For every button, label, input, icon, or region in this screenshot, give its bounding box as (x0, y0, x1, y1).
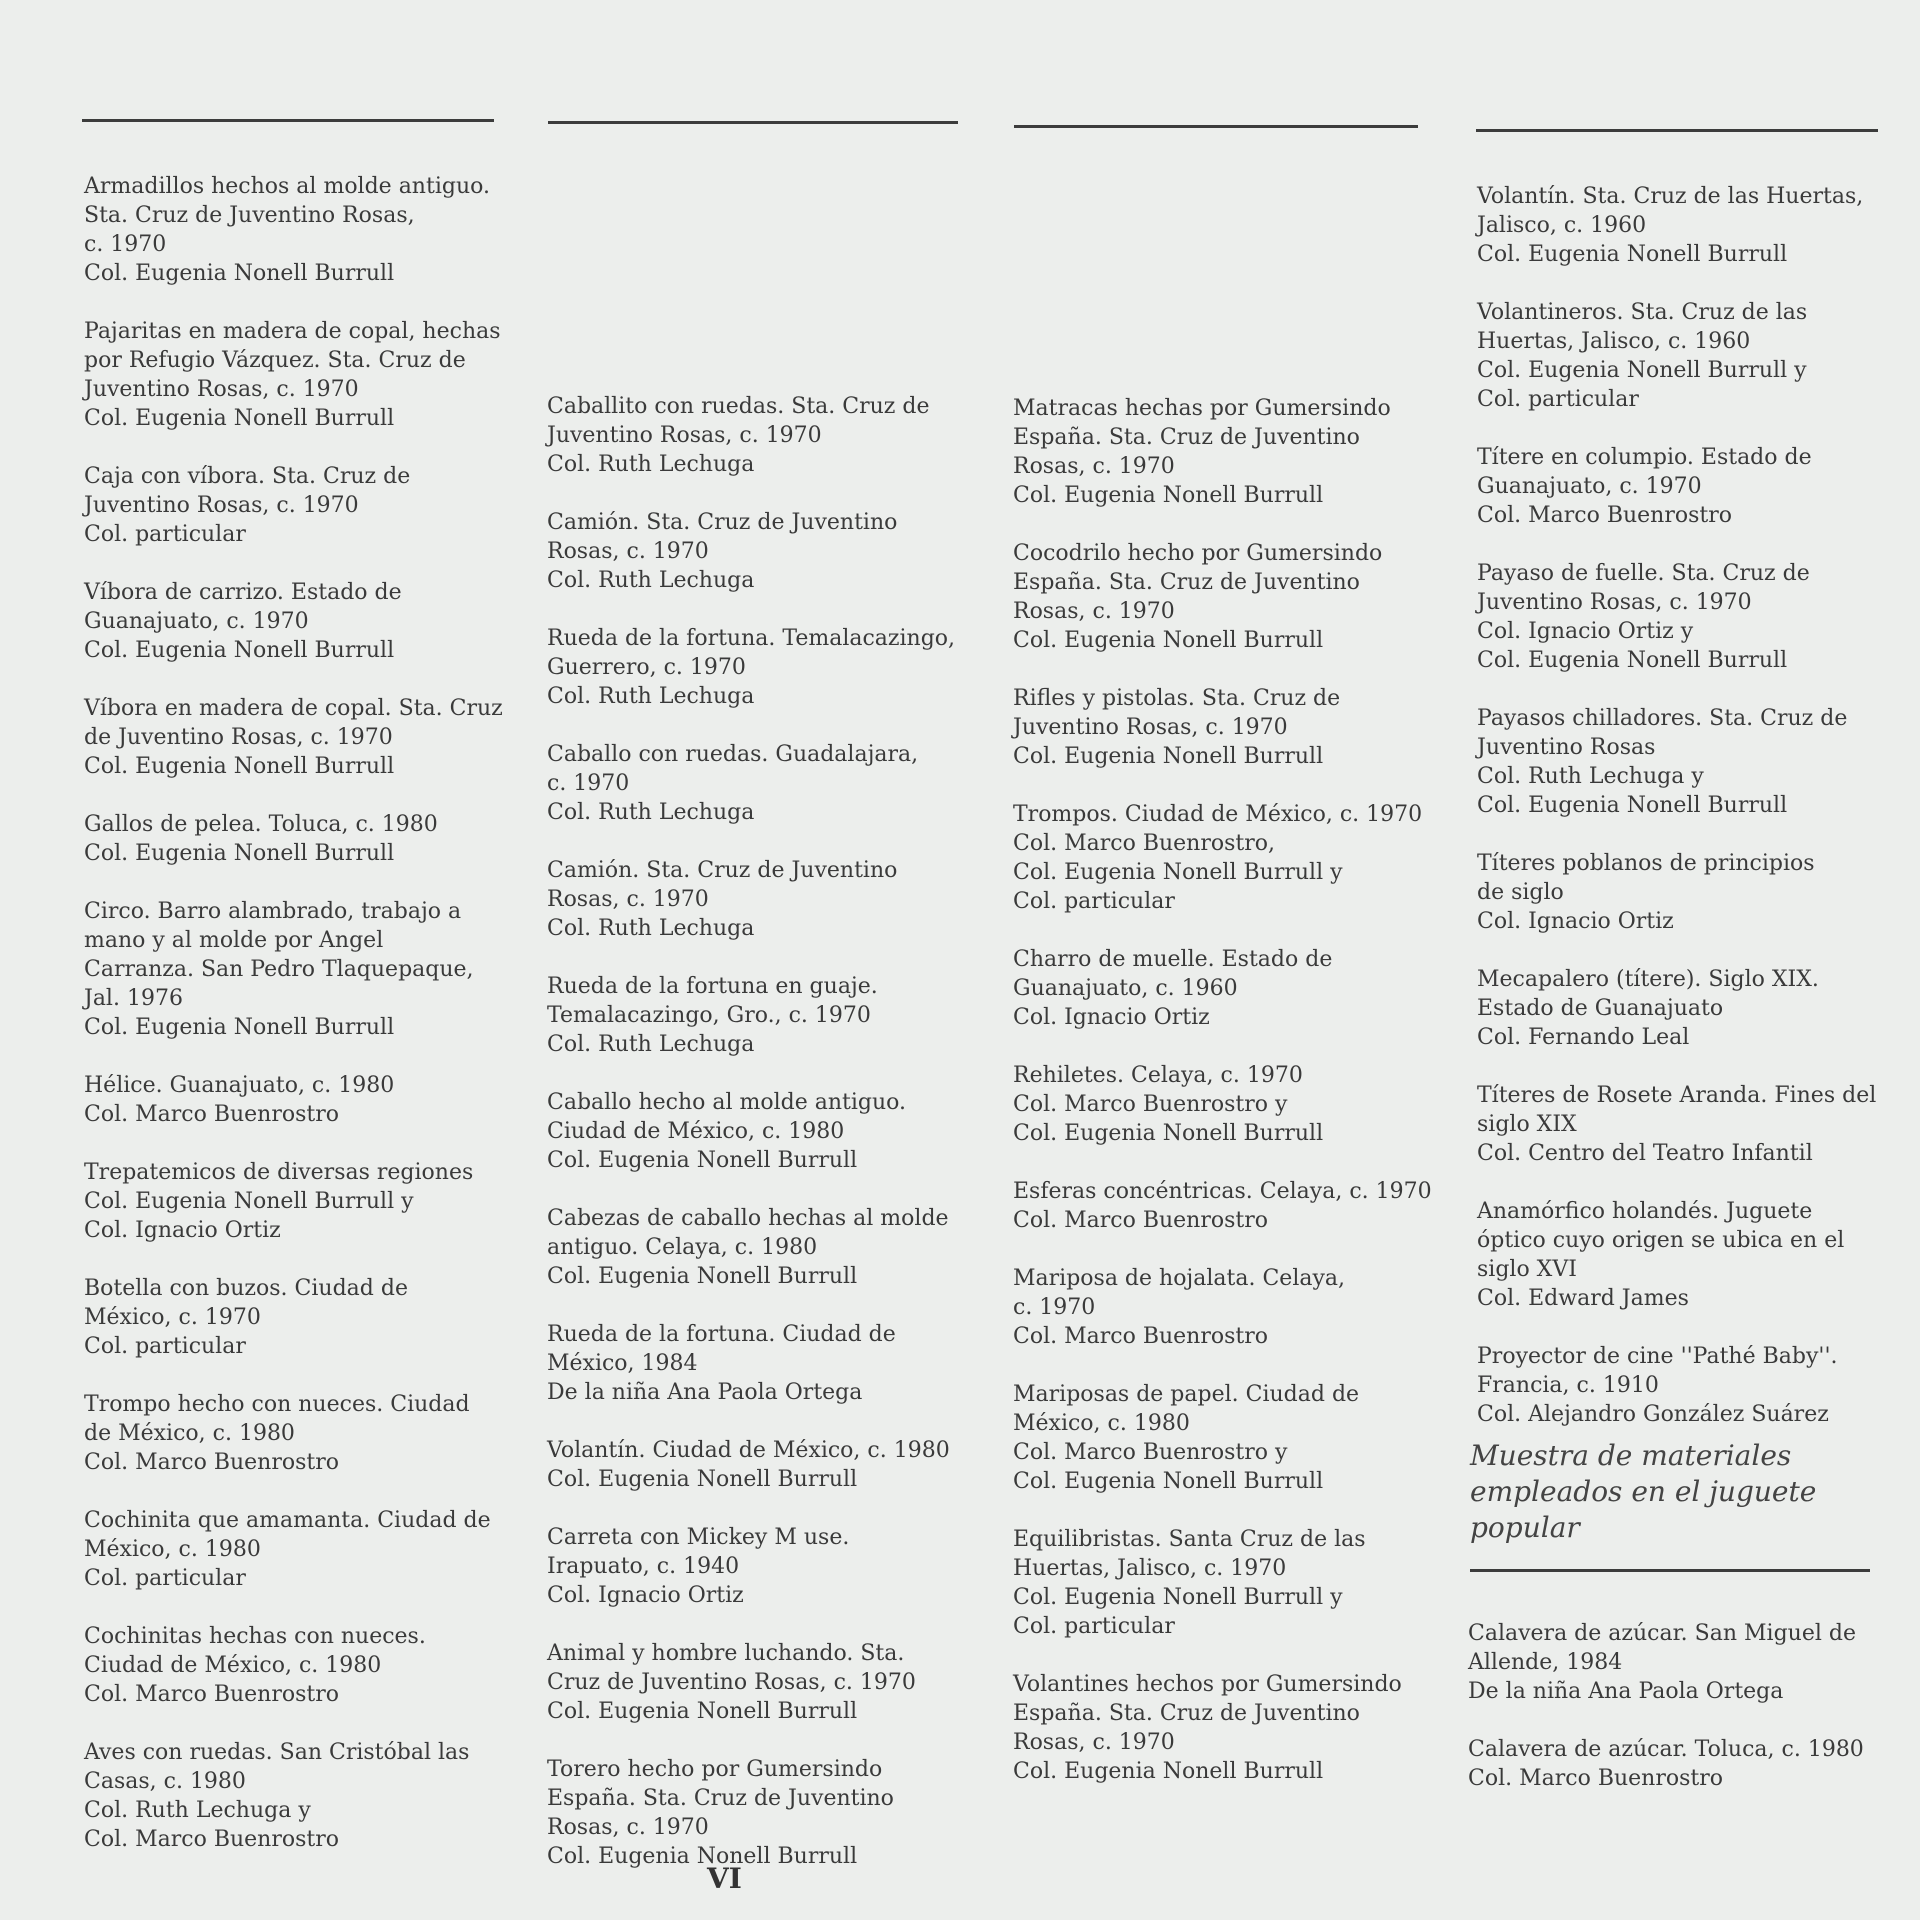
entry-line: Col. Marco Buenrostro (1013, 1324, 1268, 1349)
catalog-entry (1477, 298, 1917, 414)
entry-line: Volantineros. Sta. Cruz de las (1477, 300, 1808, 325)
entry-line: Guanajuato, c. 1970 (84, 609, 309, 634)
entry-line: Col. Eugenia Nonell Burrull y (1013, 860, 1343, 885)
catalog-entry (1013, 800, 1453, 916)
catalog-entry (84, 462, 524, 549)
entry-line: Col. Eugenia Nonell Burrull (1013, 1469, 1324, 1494)
entry-line: Allende, 1984 (1468, 1650, 1623, 1675)
entry-line: Huertas, Jalisco, c. 1960 (1477, 329, 1751, 354)
entry-line: Ciudad de México, c. 1980 (84, 1653, 382, 1678)
entry-line: Animal y hombre luchando. Sta. (547, 1641, 905, 1666)
entry-line: Estado de Guanajuato (1477, 996, 1724, 1021)
entry-line: Mariposa de hojalata. Celaya, (1013, 1266, 1346, 1291)
entry-line: Col. Edward James (1477, 1286, 1689, 1311)
entry-line: Col. Ignacio Ortiz (84, 1218, 281, 1243)
catalog-entry (547, 1639, 987, 1726)
entry-line: Cochinita que amamanta. Ciudad de (84, 1508, 491, 1533)
entry-line: Víbora en madera de copal. Sta. Cruz (84, 696, 503, 721)
entry-line: Col. Marco Buenrostro (84, 1450, 339, 1475)
catalog-entry (547, 972, 987, 1059)
entry-line: Col. Ignacio Ortiz (1013, 1005, 1210, 1030)
entry-line: Col. Ruth Lechuga (547, 684, 755, 709)
entry-line: Carranza. San Pedro Tlaquepaque, (84, 957, 474, 982)
catalog-entry (84, 1738, 524, 1854)
entry-line: siglo XVI (1477, 1257, 1577, 1282)
catalog-entry (84, 897, 524, 1042)
entry-line: Caballito con ruedas. Sta. Cruz de (547, 394, 930, 419)
catalog-entry (547, 1320, 987, 1407)
entry-line: Rosas, c. 1970 (1013, 599, 1175, 624)
heading-line: empleados en el juguete (1470, 1475, 1817, 1508)
catalog-entry (547, 1088, 987, 1175)
entry-line: España. Sta. Cruz de Juventino (1013, 570, 1360, 595)
entry-line: Matracas hechas por Gumersindo (1013, 396, 1391, 421)
entry-line: Rueda de la fortuna en guaje. (547, 974, 878, 999)
entry-line: España. Sta. Cruz de Juventino (1013, 425, 1360, 450)
heading-line: Muestra de materiales (1470, 1439, 1792, 1472)
column-2-rule (548, 121, 958, 124)
entry-line: Payaso de fuelle. Sta. Cruz de (1477, 561, 1810, 586)
catalog-entry (84, 1274, 524, 1361)
entry-line: Volantín. Sta. Cruz de las Huertas, (1477, 184, 1864, 209)
entry-line: Camión. Sta. Cruz de Juventino (547, 510, 898, 535)
entry-line: Col. Ruth Lechuga (547, 916, 755, 941)
entry-line: Col. Ruth Lechuga (547, 568, 755, 593)
entry-line: Col. Eugenia Nonell Burrull y (1477, 358, 1807, 383)
entry-line: Juventino Rosas (1477, 735, 1656, 760)
entry-line: Col. Eugenia Nonell Burrull (1013, 628, 1324, 653)
entry-line: Col. particular (84, 522, 246, 547)
heading-line: popular (1470, 1511, 1580, 1544)
column-4-rule (1476, 129, 1878, 132)
catalog-entry (1013, 394, 1453, 510)
catalog-entry (1468, 1619, 1908, 1706)
entry-line: Volantín. Ciudad de México, c. 1980 (547, 1438, 950, 1463)
entry-line: Trompos. Ciudad de México, c. 1970 (1013, 802, 1423, 827)
catalog-entry (84, 810, 524, 868)
entry-line: Col. Eugenia Nonell Burrull (1477, 242, 1788, 267)
entry-line: Col. Eugenia Nonell Burrull (547, 1699, 858, 1724)
catalog-entry (1013, 1670, 1453, 1786)
entry-line: Esferas concéntricas. Celaya, c. 1970 (1013, 1179, 1432, 1204)
catalog-entry (84, 317, 524, 433)
entry-line: Rosas, c. 1970 (547, 539, 709, 564)
entry-line: Col. Ignacio Ortiz (547, 1583, 744, 1608)
catalog-entry (1477, 559, 1917, 675)
entry-line: Casas, c. 1980 (84, 1769, 246, 1794)
entry-line: Col. Eugenia Nonell Burrull (84, 406, 395, 431)
entry-line: Armadillos hechos al molde antiguo. (84, 174, 490, 199)
entry-line: Col. particular (84, 1334, 246, 1359)
entry-line: Col. Eugenia Nonell Burrull y (1013, 1585, 1343, 1610)
entry-line: Payasos chilladores. Sta. Cruz de (1477, 706, 1848, 731)
catalog-entry (84, 1390, 524, 1477)
entry-line: Col. Eugenia Nonell Burrull (1013, 744, 1324, 769)
entry-line: México, c. 1980 (84, 1537, 261, 1562)
entry-line: Col. Marco Buenrostro y (1013, 1440, 1288, 1465)
entry-line: Irapuato, c. 1940 (547, 1554, 740, 1579)
entry-line: Juventino Rosas, c. 1970 (84, 377, 359, 402)
entry-line: Jalisco, c. 1960 (1477, 213, 1647, 238)
entry-line: Col. Marco Buenrostro (1468, 1766, 1723, 1791)
entry-line: Pajaritas en madera de copal, hechas (84, 319, 501, 344)
catalog-entry (1013, 539, 1453, 655)
entry-line: Juventino Rosas, c. 1970 (1013, 715, 1288, 740)
section-heading (1470, 1438, 1816, 1546)
entry-line: Col. Ruth Lechuga (547, 452, 755, 477)
entry-line: Cocodrilo hecho por Gumersindo (1013, 541, 1383, 566)
entry-line: Trompo hecho con nueces. Ciudad (84, 1392, 470, 1417)
entry-line: Juventino Rosas, c. 1970 (84, 493, 359, 518)
entry-line: Col. Eugenia Nonell Burrull (547, 1148, 858, 1173)
entry-line: Col. Centro del Teatro Infantil (1477, 1141, 1813, 1166)
column-4-section (1468, 1619, 1908, 1793)
entry-line: Francia, c. 1910 (1477, 1373, 1659, 1398)
catalog-entry (1477, 849, 1917, 936)
entry-line: Col. Eugenia Nonell Burrull (84, 638, 395, 663)
entry-line: Rifles y pistolas. Sta. Cruz de (1013, 686, 1341, 711)
entry-line: España. Sta. Cruz de Juventino (547, 1786, 894, 1811)
entry-line: México, c. 1980 (1013, 1411, 1190, 1436)
entry-line: Caballo con ruedas. Guadalajara, (547, 742, 919, 767)
entry-line: De la niña Ana Paola Ortega (547, 1380, 863, 1405)
entry-line: Títeres poblanos de principios (1477, 851, 1815, 876)
entry-line: Sta. Cruz de Juventino Rosas, (84, 203, 415, 228)
entry-line: Gallos de pelea. Toluca, c. 1980 (84, 812, 438, 837)
entry-line: Col. Eugenia Nonell Burrull (1013, 483, 1324, 508)
entry-line: Col. Marco Buenrostro (1477, 503, 1732, 528)
entry-line: Col. Eugenia Nonell Burrull (84, 754, 395, 779)
catalog-entry (1013, 945, 1453, 1032)
entry-line: Col. Ignacio Ortiz y (1477, 619, 1694, 644)
entry-line: Guanajuato, c. 1960 (1013, 976, 1238, 1001)
entry-line: Carreta con Mickey M use. (547, 1525, 850, 1550)
entry-line: Col. Eugenia Nonell Burrull (1013, 1121, 1324, 1146)
entry-line: Col. Ruth Lechuga y (1477, 764, 1704, 789)
entry-line: Circo. Barro alambrado, trabajo a (84, 899, 462, 924)
entry-line: de México, c. 1980 (84, 1421, 295, 1446)
entry-line: Equilibristas. Santa Cruz de las (1013, 1527, 1366, 1552)
entry-line: Col. Marco Buenrostro (84, 1827, 339, 1852)
entry-line: Col. Marco Buenrostro (84, 1682, 339, 1707)
entry-line: Col. particular (1477, 387, 1639, 412)
catalog-entry (84, 1506, 524, 1593)
catalog-entry (84, 1158, 524, 1245)
catalog-entry (547, 856, 987, 943)
entry-line: Col. Ruth Lechuga y (84, 1798, 311, 1823)
entry-line: antiguo. Celaya, c. 1980 (547, 1235, 818, 1260)
entry-line: Proyector de cine ''Pathé Baby''. (1477, 1344, 1838, 1369)
catalog-entry (84, 694, 524, 781)
catalog-entry (84, 172, 524, 288)
entry-line: Col. Marco Buenrostro (84, 1102, 339, 1127)
entry-line: Guerrero, c. 1970 (547, 655, 746, 680)
catalog-entry (1013, 1061, 1453, 1148)
entry-line: Temalacazingo, Gro., c. 1970 (547, 1003, 871, 1028)
catalog-entry (1013, 1380, 1453, 1496)
catalog-entry (547, 624, 987, 711)
catalog-entry (1477, 704, 1917, 820)
entry-line: Col. Ruth Lechuga (547, 800, 755, 825)
entry-line: Anamórfico holandés. Juguete (1477, 1199, 1813, 1224)
entry-line: Juventino Rosas, c. 1970 (547, 423, 822, 448)
catalog-entry (1013, 1177, 1453, 1235)
catalog-entry (1468, 1735, 1908, 1793)
catalog-entry (1013, 684, 1453, 771)
column-3 (1013, 394, 1453, 1786)
catalog-entry (1477, 182, 1917, 269)
column-3-rule (1014, 125, 1418, 128)
catalog-entry (84, 1622, 524, 1709)
entry-line: Col. Alejandro González Suárez (1477, 1402, 1829, 1427)
column-1 (84, 172, 524, 1854)
entry-line: Col. Eugenia Nonell Burrull (1477, 793, 1788, 818)
catalog-entry (547, 1204, 987, 1291)
entry-line: España. Sta. Cruz de Juventino (1013, 1701, 1360, 1726)
entry-line: Col. particular (1013, 889, 1175, 914)
catalog-entry (547, 740, 987, 827)
entry-line: Rosas, c. 1970 (1013, 454, 1175, 479)
entry-line: Col. Eugenia Nonell Burrull (84, 261, 395, 286)
catalog-entry (1013, 1525, 1453, 1641)
entry-line: Jal. 1976 (84, 986, 183, 1011)
entry-line: c. 1970 (84, 232, 167, 257)
entry-line: Rosas, c. 1970 (1013, 1730, 1175, 1755)
entry-line: Col. Marco Buenrostro y (1013, 1092, 1288, 1117)
entry-line: Col. Marco Buenrostro (1013, 1208, 1268, 1233)
catalog-entry (1477, 1342, 1917, 1429)
catalog-entry (547, 1523, 987, 1610)
column-2 (547, 392, 987, 1871)
entry-line: México, c. 1970 (84, 1305, 261, 1330)
entry-line: por Refugio Vázquez. Sta. Cruz de (84, 348, 466, 373)
entry-line: Caballo hecho al molde antiguo. (547, 1090, 907, 1115)
catalog-entry (1477, 1197, 1917, 1313)
entry-line: Col. Fernando Leal (1477, 1025, 1690, 1050)
entry-line: de siglo (1477, 880, 1564, 905)
entry-line: Col. Eugenia Nonell Burrull (84, 1015, 395, 1040)
entry-line: Cabezas de caballo hechas al molde (547, 1206, 949, 1231)
catalog-entry (84, 578, 524, 665)
catalog-entry (547, 392, 987, 479)
column-1-rule (82, 119, 494, 122)
entry-line: Cochinitas hechas con nueces. (84, 1624, 426, 1649)
catalog-entry (1013, 1264, 1453, 1351)
entry-line: Juventino Rosas, c. 1970 (1477, 590, 1752, 615)
entry-line: Col. Eugenia Nonell Burrull (84, 841, 395, 866)
entry-line: De la niña Ana Paola Ortega (1468, 1679, 1784, 1704)
entry-line: Rueda de la fortuna. Temalacazingo, (547, 626, 956, 651)
entry-line: Títere en columpio. Estado de (1477, 445, 1812, 470)
entry-line: Camión. Sta. Cruz de Juventino (547, 858, 898, 883)
catalog-entry (1477, 965, 1917, 1052)
entry-line: siglo XIX (1477, 1112, 1577, 1137)
entry-line: Hélice. Guanajuato, c. 1980 (84, 1073, 395, 1098)
entry-line: Rehiletes. Celaya, c. 1970 (1013, 1063, 1303, 1088)
column-4 (1477, 182, 1917, 1429)
catalog-entry (547, 508, 987, 595)
entry-line: Aves con ruedas. San Cristóbal las (84, 1740, 470, 1765)
entry-line: Col. Eugenia Nonell Burrull (547, 1844, 858, 1869)
entry-line: Rosas, c. 1970 (547, 887, 709, 912)
catalog-entry (547, 1436, 987, 1494)
entry-line: Rueda de la fortuna. Ciudad de (547, 1322, 896, 1347)
entry-line: c. 1970 (547, 771, 630, 796)
entry-line: Col. particular (1013, 1614, 1175, 1639)
entry-line: México, 1984 (547, 1351, 698, 1376)
entry-line: Títeres de Rosete Aranda. Fines del (1477, 1083, 1877, 1108)
entry-line: Cruz de Juventino Rosas, c. 1970 (547, 1670, 916, 1695)
entry-line: Calavera de azúcar. San Miguel de (1468, 1621, 1856, 1646)
entry-line: Col. Eugenia Nonell Burrull y (84, 1189, 414, 1214)
entry-line: de Juventino Rosas, c. 1970 (84, 725, 393, 750)
entry-line: Col. Eugenia Nonell Burrull (547, 1467, 858, 1492)
entry-line: Calavera de azúcar. Toluca, c. 1980 (1468, 1737, 1864, 1762)
entry-line: Charro de muelle. Estado de (1013, 947, 1333, 972)
entry-line: Col. Ignacio Ortiz (1477, 909, 1674, 934)
entry-line: Col. Marco Buenrostro, (1013, 831, 1275, 856)
entry-line: Col. particular (84, 1566, 246, 1591)
entry-line: Rosas, c. 1970 (547, 1815, 709, 1840)
entry-line: Col. Ruth Lechuga (547, 1032, 755, 1057)
entry-line: Volantines hechos por Gumersindo (1013, 1672, 1402, 1697)
entry-line: Col. Eugenia Nonell Burrull (1477, 648, 1788, 673)
entry-line: Ciudad de México, c. 1980 (547, 1119, 845, 1144)
entry-line: Caja con víbora. Sta. Cruz de (84, 464, 411, 489)
catalog-entry (84, 1071, 524, 1129)
catalog-entry (547, 1755, 987, 1871)
entry-line: óptico cuyo origen se ubica en el (1477, 1228, 1845, 1253)
page-number: VI (707, 1862, 742, 1895)
entry-line: Col. Eugenia Nonell Burrull (547, 1264, 858, 1289)
entry-line: Guanajuato, c. 1970 (1477, 474, 1702, 499)
entry-line: Botella con buzos. Ciudad de (84, 1276, 408, 1301)
entry-line: Mariposas de papel. Ciudad de (1013, 1382, 1360, 1407)
entry-line: Víbora de carrizo. Estado de (84, 580, 402, 605)
catalog-entry (1477, 1081, 1917, 1168)
entry-line: Mecapalero (títere). Siglo XIX. (1477, 967, 1819, 992)
entry-line: Huertas, Jalisco, c. 1970 (1013, 1556, 1287, 1581)
catalog-entry (1477, 443, 1917, 530)
entry-line: Col. Eugenia Nonell Burrull (1013, 1759, 1324, 1784)
entry-line: Trepatemicos de diversas regiones (84, 1160, 474, 1185)
entry-line: c. 1970 (1013, 1295, 1096, 1320)
entry-line: Torero hecho por Gumersindo (547, 1757, 883, 1782)
section-rule (1470, 1569, 1870, 1572)
entry-line: mano y al molde por Angel (84, 928, 384, 953)
